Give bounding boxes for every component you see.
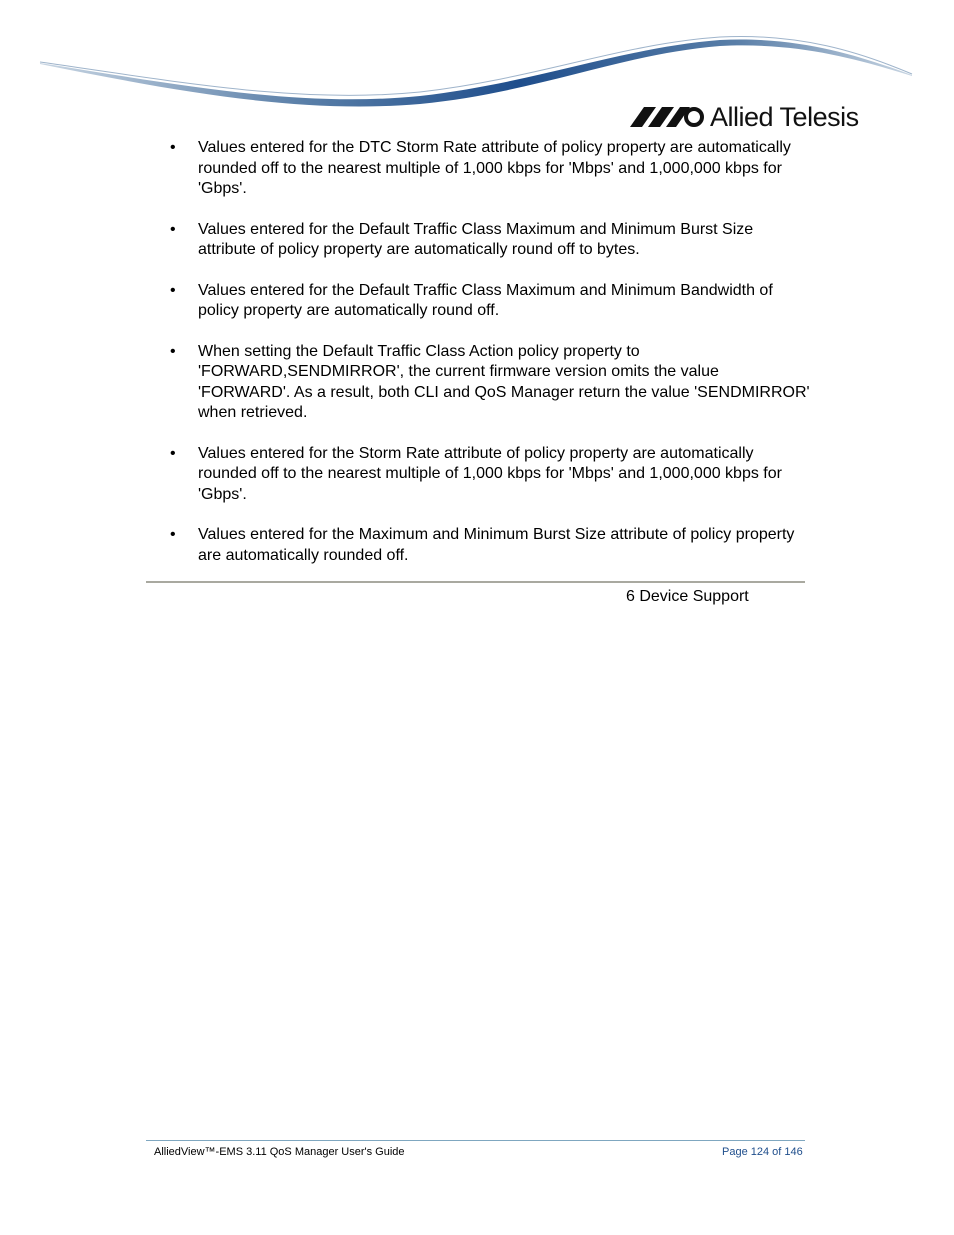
- bullet-icon: •: [170, 342, 176, 360]
- list-item-text: Values entered for the DTC Storm Rate attribute of policy property are automatically rounded off to the nearest multiple of 1,000 kbps for 'Mbps' and 1,000,000 kbps for 'Gbps'.: [198, 139, 791, 197]
- section-divider: [146, 581, 805, 583]
- list-item-text: Values entered for the Maximum and Minimum Burst Size attribute of policy property are automatically rounded off.: [198, 526, 795, 564]
- bullet-icon: •: [170, 444, 176, 462]
- bullet-icon: •: [170, 281, 176, 299]
- bullet-icon: •: [170, 526, 176, 543]
- footer-divider: [146, 1140, 805, 1141]
- list-item-text: When setting the Default Traffic Class Action policy property to 'FORWARD,SENDMIRROR', the current firmware version omits the value 'FORWARD'. As a result, both CLI and QoS Manager return the value 'SENDMIRROR' when retrieved.: [198, 342, 810, 421]
- bullet-icon: •: [170, 139, 176, 156]
- notes-bullet-list: [170, 138, 810, 586]
- allied-telesis-logo: [630, 100, 870, 134]
- list-item-text: Values entered for the Default Traffic Class Maximum and Minimum Bandwidth of policy property are automatically round off.: [198, 281, 773, 319]
- logo-text: Allied Telesis: [710, 102, 859, 132]
- list-item: [170, 342, 810, 424]
- list-item: [170, 281, 810, 322]
- logo-mark-icon: [630, 107, 704, 127]
- section-label: 6 Device Support: [626, 588, 749, 605]
- list-item-text: Values entered for the Storm Rate attribute of policy property are automatically rounded off to the nearest multiple of 1,000 kbps for 'Mbps' and 1,000,000 kbps for 'Gbps'.: [198, 444, 782, 503]
- bullet-icon: •: [170, 220, 176, 238]
- list-item-text: Values entered for the Default Traffic Class Maximum and Minimum Burst Size attribute of policy property are automatically round off to bytes.: [198, 220, 754, 258]
- footer-doc-title: AlliedView™-EMS 3.11 QoS Manager User's Guide: [154, 1146, 405, 1158]
- list-item: [170, 525, 810, 566]
- list-item: [170, 138, 810, 200]
- list-item: [170, 444, 810, 506]
- list-item: [170, 220, 810, 261]
- footer-page-number: Page 124 of 146: [722, 1146, 803, 1158]
